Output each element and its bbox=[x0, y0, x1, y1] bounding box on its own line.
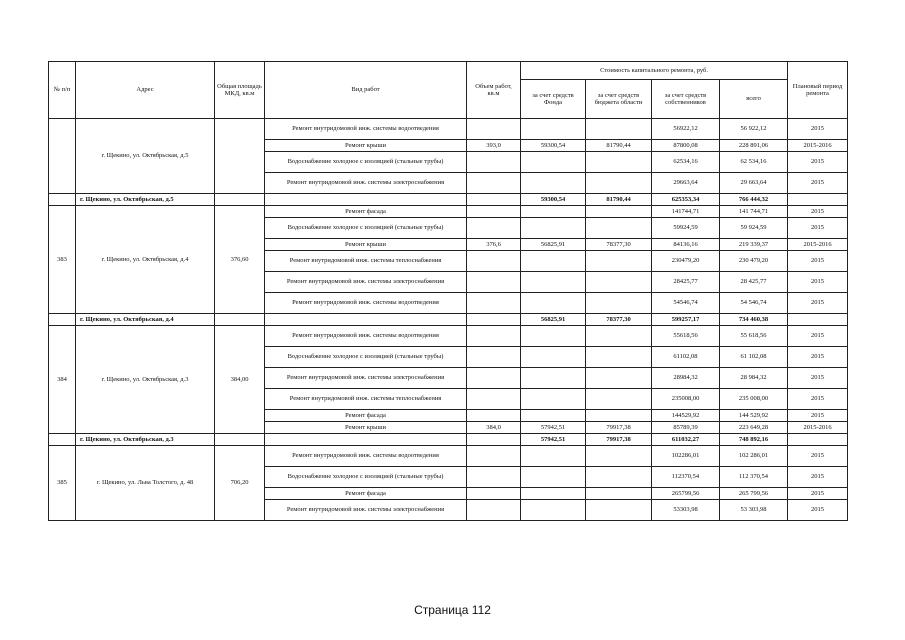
fund-cell bbox=[521, 206, 586, 218]
page-number: Страница 112 bbox=[414, 603, 491, 617]
subtotal-period-cell bbox=[788, 434, 848, 446]
region-budget-cell bbox=[586, 173, 652, 194]
fund-cell: 57942,51 bbox=[521, 422, 586, 434]
region-budget-cell: 79917,38 bbox=[586, 422, 652, 434]
work-type-cell: Ремонт внутридомовой инж. системы водоотведения bbox=[265, 293, 467, 314]
repair-table bbox=[48, 61, 848, 521]
owners-cell: 85789,39 bbox=[652, 422, 720, 434]
total-cost-cell: 61 102,08 bbox=[720, 347, 788, 368]
subtotal-row bbox=[49, 194, 848, 206]
col-cost-group-header: Стоимость капитального ремонта, руб. bbox=[521, 62, 788, 80]
subtotal-area-cell bbox=[215, 314, 265, 326]
col-fund-header: за счет средств Фонда bbox=[521, 80, 586, 119]
fund-cell bbox=[521, 272, 586, 293]
row-number: 384 bbox=[49, 326, 76, 434]
region-budget-cell bbox=[586, 488, 652, 500]
owners-cell: 265799,56 bbox=[652, 488, 720, 500]
owners-cell: 87800,08 bbox=[652, 140, 720, 152]
work-type-cell: Ремонт внутридомовой инж. системы водоотведения bbox=[265, 326, 467, 347]
region-budget-cell bbox=[586, 326, 652, 347]
col-region-header: за счет средств бюджета области bbox=[586, 80, 652, 119]
col-work-header: Вид работ bbox=[265, 62, 467, 119]
region-budget-cell bbox=[586, 218, 652, 239]
fund-cell bbox=[521, 488, 586, 500]
period-cell: 2015 bbox=[788, 173, 848, 194]
subtotal-owners: 625353,34 bbox=[652, 194, 720, 206]
subtotal-fund: 57942,51 bbox=[521, 434, 586, 446]
col-area-header: Общая площадь МКД, кв.м bbox=[215, 62, 265, 119]
work-type-cell: Ремонт крыши bbox=[265, 140, 467, 152]
owners-cell: 144529,92 bbox=[652, 410, 720, 422]
subtotal-region-budget: 81790,44 bbox=[586, 194, 652, 206]
period-cell: 2015 bbox=[788, 500, 848, 521]
period-cell: 2015 bbox=[788, 347, 848, 368]
period-cell: 2015 bbox=[788, 251, 848, 272]
volume-cell bbox=[467, 119, 521, 140]
work-type-cell: Ремонт внутридомовой инж. системы электроснабжения bbox=[265, 272, 467, 293]
subtotal-period-cell bbox=[788, 314, 848, 326]
region-budget-cell bbox=[586, 389, 652, 410]
col-total-header: всего bbox=[720, 80, 788, 119]
address-cell: г. Щекино, ул. Октябрьская, д.5 bbox=[76, 119, 215, 194]
subtotal-total-cost: 766 444,32 bbox=[720, 194, 788, 206]
subtotal-work-cell bbox=[265, 314, 467, 326]
fund-cell bbox=[521, 368, 586, 389]
subtotal-total-cost: 734 460,38 bbox=[720, 314, 788, 326]
work-type-cell: Ремонт внутридомовой инж. системы теплоснабжения bbox=[265, 389, 467, 410]
total-cost-cell: 144 529,92 bbox=[720, 410, 788, 422]
owners-cell: 28984,32 bbox=[652, 368, 720, 389]
owners-cell: 235008,00 bbox=[652, 389, 720, 410]
period-cell: 2015 bbox=[788, 368, 848, 389]
address-cell: г. Щекино, ул. Октябрьская, д.3 bbox=[76, 326, 215, 434]
work-type-cell: Ремонт фасада bbox=[265, 206, 467, 218]
total-cost-cell: 56 922,12 bbox=[720, 119, 788, 140]
fund-cell bbox=[521, 119, 586, 140]
owners-cell: 53303,98 bbox=[652, 500, 720, 521]
work-type-cell: Водоснабжение холодное с изоляцией (стальные трубы) bbox=[265, 218, 467, 239]
owners-cell: 112370,54 bbox=[652, 467, 720, 488]
volume-cell bbox=[467, 326, 521, 347]
subtotal-row bbox=[49, 434, 848, 446]
region-budget-cell bbox=[586, 368, 652, 389]
subtotal-work-cell bbox=[265, 194, 467, 206]
region-budget-cell bbox=[586, 293, 652, 314]
fund-cell bbox=[521, 410, 586, 422]
subtotal-num-cell bbox=[49, 314, 76, 326]
fund-cell bbox=[521, 500, 586, 521]
volume-cell: 384,0 bbox=[467, 422, 521, 434]
subtotal-owners: 611032,27 bbox=[652, 434, 720, 446]
fund-cell bbox=[521, 446, 586, 467]
owners-cell: 59924,59 bbox=[652, 218, 720, 239]
address-cell: г. Щекино, ул. Льва Толстого, д. 48 bbox=[76, 446, 215, 521]
total-cost-cell: 219 339,37 bbox=[720, 239, 788, 251]
total-cost-cell: 28 984,32 bbox=[720, 368, 788, 389]
region-budget-cell bbox=[586, 467, 652, 488]
address-cell: г. Щекино, ул. Октябрьская, д.4 bbox=[76, 206, 215, 314]
period-cell: 2015 bbox=[788, 152, 848, 173]
period-cell: 2015 bbox=[788, 467, 848, 488]
subtotal-period-cell bbox=[788, 194, 848, 206]
total-cost-cell: 228 891,06 bbox=[720, 140, 788, 152]
fund-cell bbox=[521, 152, 586, 173]
work-type-cell: Ремонт крыши bbox=[265, 422, 467, 434]
period-cell: 2015 bbox=[788, 119, 848, 140]
col-period-header: Плановый период ремонта bbox=[788, 62, 848, 119]
subtotal-row bbox=[49, 314, 848, 326]
col-volume-header: Объем работ, кв.м bbox=[467, 62, 521, 119]
period-cell: 2015 bbox=[788, 326, 848, 347]
total-cost-cell: 235 008,00 bbox=[720, 389, 788, 410]
subtotal-volume-cell bbox=[467, 434, 521, 446]
volume-cell bbox=[467, 206, 521, 218]
work-type-cell: Ремонт внутридомовой инж. системы электроснабжения bbox=[265, 500, 467, 521]
subtotal-fund: 59300,54 bbox=[521, 194, 586, 206]
table-body bbox=[49, 119, 848, 521]
area-cell bbox=[215, 119, 265, 194]
owners-cell: 84136,16 bbox=[652, 239, 720, 251]
subtotal-volume-cell bbox=[467, 194, 521, 206]
total-cost-cell: 53 303,98 bbox=[720, 500, 788, 521]
col-owners-header: за счет средств собственников bbox=[652, 80, 720, 119]
fund-cell bbox=[521, 218, 586, 239]
work-type-cell: Ремонт фасада bbox=[265, 410, 467, 422]
total-cost-cell: 112 370,54 bbox=[720, 467, 788, 488]
period-cell: 2015-2016 bbox=[788, 239, 848, 251]
period-cell: 2015 bbox=[788, 410, 848, 422]
subtotal-address: г. Щекино, ул. Октябрьская, д.3 bbox=[76, 434, 215, 446]
work-type-cell: Ремонт фасада bbox=[265, 488, 467, 500]
owners-cell: 56922,12 bbox=[652, 119, 720, 140]
subtotal-fund: 56825,91 bbox=[521, 314, 586, 326]
volume-cell bbox=[467, 410, 521, 422]
total-cost-cell: 29 663,64 bbox=[720, 173, 788, 194]
area-cell: 706,20 bbox=[215, 446, 265, 521]
subtotal-volume-cell bbox=[467, 314, 521, 326]
volume-cell bbox=[467, 272, 521, 293]
volume-cell bbox=[467, 293, 521, 314]
subtotal-num-cell bbox=[49, 434, 76, 446]
fund-cell bbox=[521, 293, 586, 314]
volume-cell bbox=[467, 488, 521, 500]
owners-cell: 29663,64 bbox=[652, 173, 720, 194]
work-type-cell: Ремонт внутридомовой инж. системы электроснабжения bbox=[265, 173, 467, 194]
owners-cell: 102286,01 bbox=[652, 446, 720, 467]
fund-cell: 56825,91 bbox=[521, 239, 586, 251]
fund-cell bbox=[521, 326, 586, 347]
volume-cell bbox=[467, 500, 521, 521]
period-cell: 2015 bbox=[788, 389, 848, 410]
col-address-header: Адрес bbox=[76, 62, 215, 119]
work-type-cell: Ремонт внутридомовой инж. системы водоотведения bbox=[265, 446, 467, 467]
period-cell: 2015 bbox=[788, 272, 848, 293]
total-cost-cell: 265 799,56 bbox=[720, 488, 788, 500]
period-cell: 2015-2016 bbox=[788, 422, 848, 434]
volume-cell bbox=[467, 446, 521, 467]
table-row bbox=[49, 326, 848, 347]
region-budget-cell bbox=[586, 500, 652, 521]
region-budget-cell bbox=[586, 152, 652, 173]
volume-cell bbox=[467, 368, 521, 389]
fund-cell bbox=[521, 173, 586, 194]
total-cost-cell: 62 534,16 bbox=[720, 152, 788, 173]
subtotal-owners: 599257,17 bbox=[652, 314, 720, 326]
table-row bbox=[49, 206, 848, 218]
volume-cell bbox=[467, 152, 521, 173]
subtotal-area-cell bbox=[215, 194, 265, 206]
period-cell: 2015 bbox=[788, 218, 848, 239]
region-budget-cell bbox=[586, 251, 652, 272]
total-cost-cell: 141 744,71 bbox=[720, 206, 788, 218]
subtotal-region-budget: 78377,30 bbox=[586, 314, 652, 326]
subtotal-area-cell bbox=[215, 434, 265, 446]
work-type-cell: Ремонт крыши bbox=[265, 239, 467, 251]
total-cost-cell: 223 649,28 bbox=[720, 422, 788, 434]
volume-cell bbox=[467, 173, 521, 194]
subtotal-address: г. Щекино, ул. Октябрьская, д.4 bbox=[76, 314, 215, 326]
region-budget-cell bbox=[586, 206, 652, 218]
fund-cell bbox=[521, 389, 586, 410]
owners-cell: 141744,71 bbox=[652, 206, 720, 218]
subtotal-num-cell bbox=[49, 194, 76, 206]
work-type-cell: Водоснабжение холодное с изоляцией (стальные трубы) bbox=[265, 347, 467, 368]
owners-cell: 61102,08 bbox=[652, 347, 720, 368]
volume-cell bbox=[467, 389, 521, 410]
owners-cell: 230479,20 bbox=[652, 251, 720, 272]
subtotal-region-budget: 79917,38 bbox=[586, 434, 652, 446]
region-budget-cell: 78377,30 bbox=[586, 239, 652, 251]
row-number bbox=[49, 119, 76, 194]
area-cell: 376,60 bbox=[215, 206, 265, 314]
owners-cell: 28425,77 bbox=[652, 272, 720, 293]
subtotal-total-cost: 748 892,16 bbox=[720, 434, 788, 446]
volume-cell bbox=[467, 347, 521, 368]
region-budget-cell bbox=[586, 119, 652, 140]
volume-cell bbox=[467, 251, 521, 272]
fund-cell: 59300,54 bbox=[521, 140, 586, 152]
area-cell: 384,00 bbox=[215, 326, 265, 434]
owners-cell: 62534,16 bbox=[652, 152, 720, 173]
volume-cell bbox=[467, 218, 521, 239]
region-budget-cell bbox=[586, 410, 652, 422]
subtotal-address: г. Щекино, ул. Октябрьская, д.5 bbox=[76, 194, 215, 206]
total-cost-cell: 28 425,77 bbox=[720, 272, 788, 293]
total-cost-cell: 54 546,74 bbox=[720, 293, 788, 314]
period-cell: 2015-2016 bbox=[788, 140, 848, 152]
period-cell: 2015 bbox=[788, 206, 848, 218]
col-num-header: № п/п bbox=[49, 62, 76, 119]
region-budget-cell bbox=[586, 272, 652, 293]
region-budget-cell bbox=[586, 347, 652, 368]
period-cell: 2015 bbox=[788, 446, 848, 467]
owners-cell: 55618,56 bbox=[652, 326, 720, 347]
owners-cell: 54546,74 bbox=[652, 293, 720, 314]
region-budget-cell bbox=[586, 446, 652, 467]
total-cost-cell: 55 618,56 bbox=[720, 326, 788, 347]
subtotal-work-cell bbox=[265, 434, 467, 446]
fund-cell bbox=[521, 467, 586, 488]
volume-cell bbox=[467, 467, 521, 488]
work-type-cell: Ремонт внутридомовой инж. системы электроснабжения bbox=[265, 368, 467, 389]
region-budget-cell: 81790,44 bbox=[586, 140, 652, 152]
fund-cell bbox=[521, 251, 586, 272]
volume-cell: 393,0 bbox=[467, 140, 521, 152]
volume-cell: 376,6 bbox=[467, 239, 521, 251]
work-type-cell: Водоснабжение холодное с изоляцией (стальные трубы) bbox=[265, 152, 467, 173]
row-number: 385 bbox=[49, 446, 76, 521]
work-type-cell: Ремонт внутридомовой инж. системы теплоснабжения bbox=[265, 251, 467, 272]
work-type-cell: Водоснабжение холодное с изоляцией (стальные трубы) bbox=[265, 467, 467, 488]
row-number: 383 bbox=[49, 206, 76, 314]
period-cell: 2015 bbox=[788, 293, 848, 314]
total-cost-cell: 230 479,20 bbox=[720, 251, 788, 272]
total-cost-cell: 102 286,01 bbox=[720, 446, 788, 467]
work-type-cell: Ремонт внутридомовой инж. системы водоотведения bbox=[265, 119, 467, 140]
table-row bbox=[49, 119, 848, 140]
total-cost-cell: 59 924,59 bbox=[720, 218, 788, 239]
fund-cell bbox=[521, 347, 586, 368]
table-row bbox=[49, 446, 848, 467]
period-cell: 2015 bbox=[788, 488, 848, 500]
